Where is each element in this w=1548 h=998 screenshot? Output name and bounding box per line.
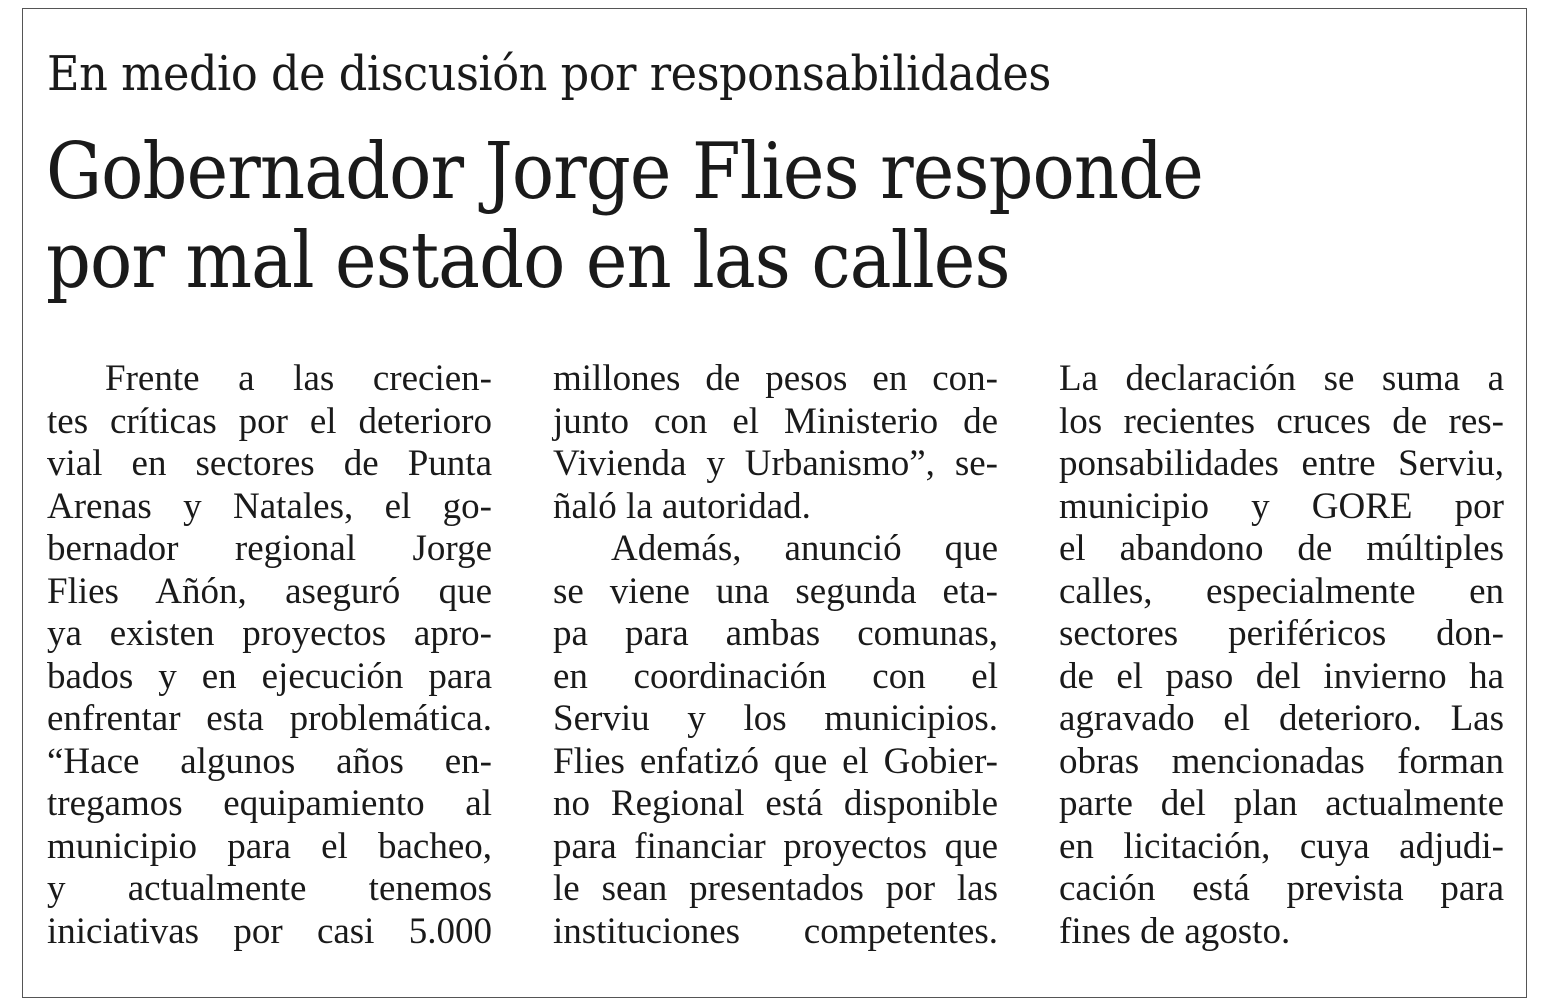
body-line: bados y en ejecución para — [47, 655, 492, 697]
body-line: Vivienda y Urbanismo”, se- — [553, 443, 998, 484]
body-line: ñaló la autoridad. — [553, 485, 811, 527]
body-line: agravado el deterioro. Las — [1059, 698, 1504, 739]
body-line: instituciones competentes. — [553, 910, 998, 952]
body-line: le sean presentados por las — [553, 868, 998, 909]
body-line: para financiar proyectos que — [553, 825, 998, 867]
body-line: tregamos equipamiento al — [47, 783, 492, 824]
body-line: municipio para el bacheo, — [47, 825, 492, 867]
body-line: bernador regional Jorge — [47, 528, 492, 569]
body-column-2 — [553, 358, 998, 953]
body-line: obras mencionadas forman — [1059, 740, 1504, 782]
body-line: calles, especialmente en — [1059, 570, 1504, 612]
body-line: los recientes cruces de res- — [1059, 400, 1504, 442]
body-line: vial en sectores de Punta — [47, 443, 492, 484]
body-line: Además, anunció que — [611, 528, 998, 569]
body-line: el abandono de múltiples — [1059, 528, 1504, 569]
body-line: Serviu y los municipios. — [553, 698, 998, 739]
body-line: y actualmente tenemos — [47, 868, 492, 909]
headline-line-1: Gobernador Jorge Flies responde — [46, 127, 1203, 217]
body-line: parte del plan actualmente — [1059, 783, 1504, 824]
body-column-1 — [47, 358, 492, 953]
article-kicker: En medio de discusión por responsabilidades — [47, 46, 1051, 102]
body-line: La declaración se suma a — [1059, 358, 1504, 399]
body-line: tes críticas por el deterioro — [47, 400, 492, 442]
body-line: sectores periféricos don- — [1059, 613, 1504, 654]
body-line: iniciativas por casi 5.000 — [47, 910, 492, 952]
body-line: ponsabilidades entre Serviu, — [1059, 443, 1504, 484]
body-line: Flies enfatizó que el Gobier- — [553, 740, 998, 782]
body-line: enfrentar esta problemática. — [47, 698, 492, 739]
body-line: junto con el Ministerio de — [553, 400, 998, 442]
body-line: Frente a las crecien- — [105, 358, 492, 399]
body-line: cación está prevista para — [1059, 868, 1504, 909]
body-line: en coordinación con el — [553, 655, 998, 697]
body-line: pa para ambas comunas, — [553, 613, 998, 654]
body-line: municipio y GORE por — [1059, 485, 1504, 527]
article-headline — [46, 128, 1331, 306]
body-line: millones de pesos en con- — [553, 358, 998, 399]
body-line: fines de agosto. — [1059, 910, 1291, 952]
body-line: no Regional está disponible — [553, 783, 998, 824]
headline-line-2: por mal estado en las calles — [46, 216, 1010, 306]
body-line: “Hace algunos años en- — [47, 740, 492, 782]
body-line: se viene una segunda eta- — [553, 570, 998, 612]
body-column-3 — [1059, 358, 1504, 953]
body-line: en licitación, cuya adjudi- — [1059, 825, 1504, 867]
body-line: de el paso del invierno ha — [1059, 655, 1504, 697]
body-line: Arenas y Natales, el go- — [47, 485, 492, 527]
body-line: ya existen proyectos apro- — [47, 613, 492, 654]
body-line: Flies Añón, aseguró que — [47, 570, 492, 612]
